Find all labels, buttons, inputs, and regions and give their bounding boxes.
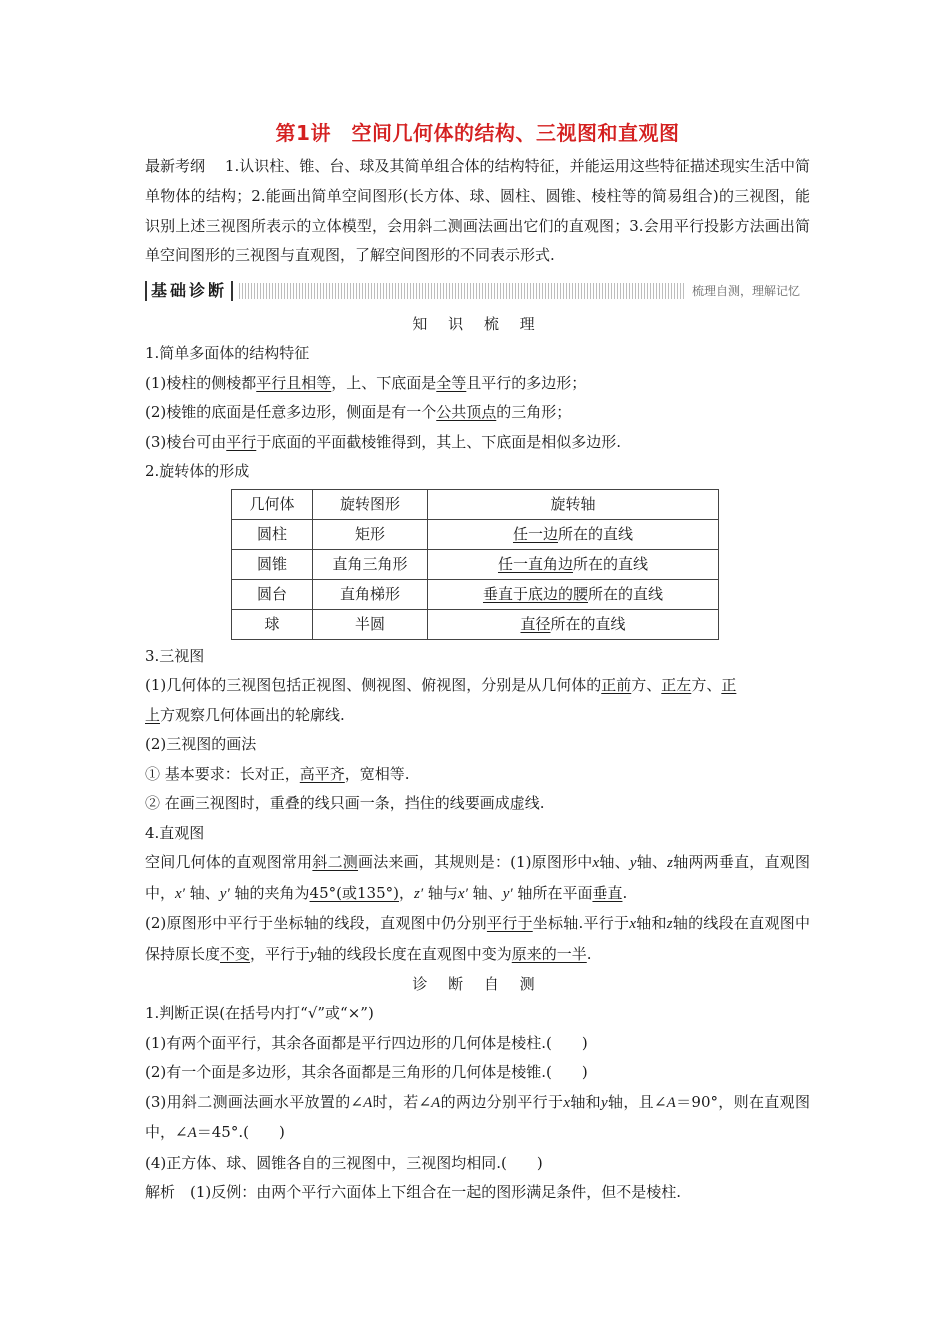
q1-item3: (3)用斜二测画法画水平放置的∠A时，若∠A的两边分别平行于x轴和y轴，且∠A＝90°，则在直观图中，∠A＝45°.( ) <box>145 1092 810 1142</box>
s3-title: 3.三视图 <box>145 646 205 665</box>
q1-item1: (1)有两个面平行，其余各面都是平行四边形的几何体是棱柱.( ) <box>145 1033 588 1052</box>
table-header-row <box>232 489 719 519</box>
s4-title: 4.直观图 <box>145 823 205 842</box>
s1-line2: (2)棱锥的底面是任意多边形，侧面是有一个公共顶点的三角形； <box>145 403 572 422</box>
syllabus-label: 最新考纲 <box>145 157 206 175</box>
table-row <box>232 519 719 549</box>
banner-subtitle: 梳理自测，理解记忆 <box>684 281 810 301</box>
table-cell: 垂直于底边的腰所在的直线 <box>428 579 719 609</box>
s2-title: 2.旋转体的形成 <box>145 462 250 481</box>
table-cell: 直角梯形 <box>313 579 428 609</box>
banner-label: 基础诊断 <box>145 281 233 301</box>
table-cell: 圆台 <box>232 579 313 609</box>
table-header: 几何体 <box>232 489 313 519</box>
s3-line4: ② 在画三视图时，重叠的线只画一条，挡住的线要画成虚线. <box>145 794 545 813</box>
table-cell: 球 <box>232 609 313 639</box>
section-banner <box>145 280 810 302</box>
syllabus-paragraph <box>145 152 810 271</box>
s1-title: 1.简单多面体的结构特征 <box>145 344 310 363</box>
answer-label: 解析 <box>145 1183 176 1202</box>
rotation-table <box>231 489 719 640</box>
page-title: 第1讲 空间几何体的结构、三视图和直观图 <box>275 121 680 145</box>
table-cell: 矩形 <box>313 519 428 549</box>
s1-line3: (3)棱台可由平行于底面的平面截棱锥得到，其上、下底面是相似多边形. <box>145 432 622 451</box>
q1-item2: (2)有一个面是多边形，其余各面都是三角形的几何体是棱锥.( ) <box>145 1063 588 1082</box>
document-page <box>145 118 810 1208</box>
table-row <box>232 549 719 579</box>
s3-line3: ① 基本要求：长对正，高平齐，宽相等. <box>145 764 410 783</box>
table-row <box>232 609 719 639</box>
s3-line2: (2)三视图的画法 <box>145 735 257 754</box>
s3-line1: (1)几何体的三视图包括正视图、侧视图、俯视图，分别是从几何体的正前方、正左方、正 <box>145 676 737 695</box>
table-cell: 任一边所在的直线 <box>428 519 719 549</box>
table-cell: 半圆 <box>313 609 428 639</box>
s4-paragraph1: 空间几何体的直观图常用斜二测画法来画，其规则是：(1)原图形中x轴、y轴、z轴两两垂直，直观图中，x′ 轴、y′ 轴的夹角为45°(或135°)，z′ 轴与x′ 轴、y′ 轴所在平面垂直. <box>145 853 810 902</box>
table-header: 旋转轴 <box>428 489 719 519</box>
table-row <box>232 579 719 609</box>
table-cell: 圆锥 <box>232 549 313 579</box>
s1-line1: (1)棱柱的侧棱都平行且相等，上、下底面是全等且平行的多边形； <box>145 373 587 392</box>
syllabus-text: 1.认识柱、锥、台、球及其简单组合体的结构特征，并能运用这些特征描述现实生活中简单物体的结构；2.能画出简单空间图形(长方体、球、圆柱、圆锥、棱柱等的简易组合)的三视图，能识别上述三视图所表示的立体模型，会用斜二测画法画出它们的直观图；3.会用平行投影方法画出简单空间图形的三视图与直观图，了解空间图形的不同表示形式. <box>145 157 810 265</box>
table-header: 旋转图形 <box>313 489 428 519</box>
s4-paragraph2: (2)原图形中平行于坐标轴的线段，直观图中仍分别平行于坐标轴.平行于x轴和z轴的线段在直观图中保持原长度不变，平行于y轴的线段长度在直观图中变为原来的一半. <box>145 914 810 963</box>
knowledge-heading: 知 识 梳 理 <box>412 315 543 334</box>
table-cell: 任一直角边所在的直线 <box>428 549 719 579</box>
table-cell: 圆柱 <box>232 519 313 549</box>
diagnosis-heading: 诊 断 自 测 <box>412 975 543 994</box>
q1-item4: (4)正方体、球、圆锥各自的三视图中，三视图均相同.( ) <box>145 1153 543 1172</box>
table-cell: 直径所在的直线 <box>428 609 719 639</box>
answer-explanation: 解析 (1)反例：由两个平行六面体上下组合在一起的图形满足条件，但不是棱柱. <box>145 1183 682 1202</box>
s3-line1-cont: 上方观察几何体画出的轮廓线. <box>145 705 345 724</box>
table-cell: 直角三角形 <box>313 549 428 579</box>
q1-title: 1.判断正误(在括号内打“√”或“×”) <box>145 1004 374 1023</box>
